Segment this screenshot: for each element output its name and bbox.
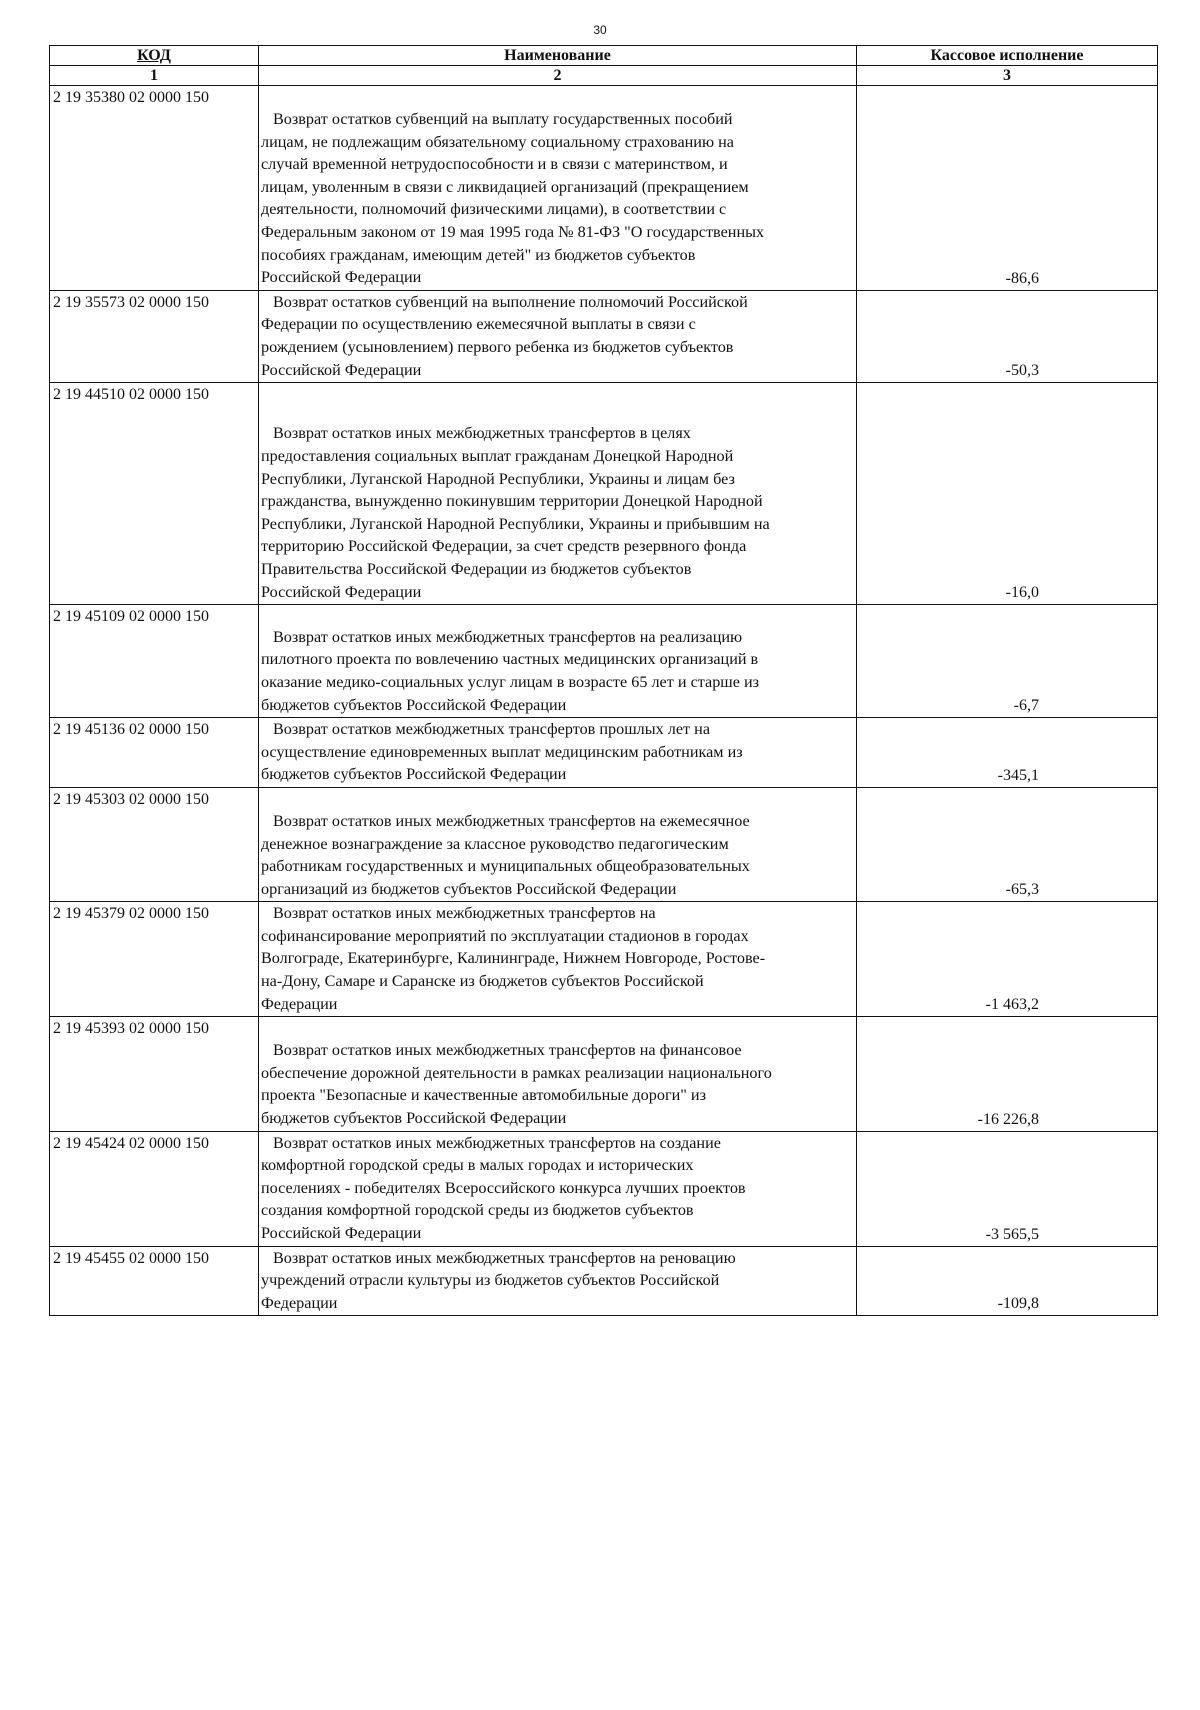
table-row bbox=[50, 718, 1158, 788]
name-line: бюджетов субъектов Российской Федерации bbox=[261, 695, 567, 714]
table-row bbox=[50, 1017, 1158, 1131]
name-line: софинансирование мероприятий по эксплуатации стадионов в городах bbox=[261, 926, 749, 945]
name-line: проекта "Безопасные и качественные автомобильные дороги" из bbox=[261, 1086, 706, 1105]
row-code: 2 19 45136 02 0000 150 bbox=[50, 718, 259, 788]
row-amount: -345,1 bbox=[857, 718, 1158, 788]
name-line: пилотного проекта по вовлечению частных медицинских организаций в bbox=[261, 650, 759, 669]
row-code: 2 19 45303 02 0000 150 bbox=[50, 787, 259, 901]
page-number: 30 bbox=[593, 23, 607, 37]
table-row bbox=[50, 1131, 1158, 1246]
name-line: Правительства Российской Федерации из бюджетов субъектов bbox=[261, 559, 692, 578]
row-amount: -6,7 bbox=[857, 605, 1158, 718]
name-line: предоставления социальных выплат гражданам Донецкой Народной bbox=[261, 446, 734, 465]
row-code: 2 19 45379 02 0000 150 bbox=[50, 902, 259, 1017]
name-line: бюджетов субъектов Российской Федерации bbox=[261, 1109, 567, 1128]
name-line: Российской Федерации bbox=[261, 268, 422, 287]
name-line: Возврат остатков межбюджетных трансфертов прошлых лет на bbox=[273, 720, 711, 739]
row-amount: -65,3 bbox=[857, 787, 1158, 901]
name-line: Федерации bbox=[261, 994, 338, 1013]
row-code: 2 19 45455 02 0000 150 bbox=[50, 1246, 259, 1316]
row-name bbox=[259, 605, 857, 718]
name-line: Возврат остатков иных межбюджетных трансфертов на bbox=[273, 904, 656, 923]
column-number-2: 2 bbox=[259, 66, 857, 86]
row-amount: -109,8 bbox=[857, 1246, 1158, 1316]
name-line: осуществление единовременных выплат медицинским работникам из bbox=[261, 742, 743, 761]
name-line: Российской Федерации bbox=[261, 360, 422, 379]
name-line: Возврат остатков иных межбюджетных трансфертов на финансовое bbox=[273, 1041, 742, 1060]
row-code: 2 19 45424 02 0000 150 bbox=[50, 1131, 259, 1246]
table-row bbox=[50, 902, 1158, 1017]
name-line: лицам, уволенным в связи с ликвидацией организаций (прекращением bbox=[261, 177, 749, 196]
name-line: Волгограде, Екатеринбурге, Калининграде, Нижнем Новгороде, Ростове- bbox=[261, 949, 766, 968]
name-line: Возврат остатков иных межбюджетных трансфертов на создание bbox=[273, 1133, 721, 1152]
table-row bbox=[50, 605, 1158, 718]
name-line: Федеральным законом от 19 мая 1995 года № 81-ФЗ "О государственных bbox=[261, 222, 765, 241]
name-line: Республики, Луганской Народной Республики, Украины и прибывшим на bbox=[261, 514, 770, 533]
name-line: организаций из бюджетов субъектов Российской Федерации bbox=[261, 879, 677, 898]
name-line: на-Дону, Самаре и Саранске из бюджетов субъектов Российской bbox=[261, 972, 704, 991]
name-line: деятельности, полномочий физическими лицами), в соответствии с bbox=[261, 200, 727, 219]
name-line: лицам, не подлежащим обязательному социальному страхованию на bbox=[261, 132, 734, 151]
row-name bbox=[259, 1246, 857, 1316]
row-code: 2 19 45109 02 0000 150 bbox=[50, 605, 259, 718]
column-number-3: 3 bbox=[857, 66, 1158, 86]
name-line: пособиях гражданам, имеющим детей" из бюджетов субъектов bbox=[261, 245, 696, 264]
row-name bbox=[259, 290, 857, 382]
row-name bbox=[259, 86, 857, 291]
table-header-row bbox=[50, 46, 1158, 66]
name-line: Федерации bbox=[261, 1293, 338, 1312]
header-name: Наименование bbox=[259, 46, 857, 66]
name-line: гражданства, вынужденно покинувшим территории Донецкой Народной bbox=[261, 492, 763, 511]
table-row bbox=[50, 383, 1158, 605]
name-line: Возврат остатков иных межбюджетных трансфертов на реновацию bbox=[273, 1248, 736, 1267]
row-name bbox=[259, 1017, 857, 1131]
row-name bbox=[259, 1131, 857, 1246]
name-line: обеспечение дорожной деятельности в рамках реализации национального bbox=[261, 1063, 772, 1082]
name-line: Российской Федерации bbox=[261, 1224, 422, 1242]
name-line: Федерации по осуществлению ежемесячной выплаты в связи с bbox=[261, 315, 696, 334]
cash-execution-table bbox=[49, 45, 1158, 1316]
header-code: КОД bbox=[50, 46, 259, 66]
name-line: бюджетов субъектов Российской Федерации bbox=[261, 765, 567, 784]
header-amount: Кассовое исполнение bbox=[857, 46, 1158, 66]
row-code: 2 19 35380 02 0000 150 bbox=[50, 86, 259, 291]
row-amount: -3 565,5 bbox=[857, 1131, 1158, 1246]
name-line: территорию Российской Федерации, за счет средств резервного фонда bbox=[261, 537, 747, 556]
row-amount: -16 226,8 bbox=[857, 1017, 1158, 1131]
column-number-row bbox=[50, 66, 1158, 86]
name-line: Возврат остатков субвенций на выплату государственных пособий bbox=[273, 110, 733, 128]
name-line: создания комфортной городской среды из бюджетов субъектов bbox=[261, 1201, 694, 1220]
row-amount: -16,0 bbox=[857, 383, 1158, 605]
name-line: случай временной нетрудоспособности и в связи с материнством, и bbox=[261, 155, 728, 174]
row-amount: -50,3 bbox=[857, 290, 1158, 382]
name-line: учреждений отрасли культуры из бюджетов субъектов Российской bbox=[261, 1271, 720, 1290]
row-name bbox=[259, 383, 857, 605]
name-line: Возврат остатков иных межбюджетных трансфертов в целях bbox=[273, 424, 691, 443]
table-row bbox=[50, 86, 1158, 291]
row-code: 2 19 35573 02 0000 150 bbox=[50, 290, 259, 382]
row-code: 2 19 44510 02 0000 150 bbox=[50, 383, 259, 605]
name-line: поселениях - победителях Всероссийского конкурса лучших проектов bbox=[261, 1178, 746, 1197]
table-row bbox=[50, 290, 1158, 382]
name-line: Возврат остатков иных межбюджетных трансфертов на реализацию bbox=[273, 627, 743, 646]
row-name bbox=[259, 718, 857, 788]
name-line: Возврат остатков субвенций на выполнение полномочий Российской bbox=[273, 292, 748, 311]
table-row bbox=[50, 1246, 1158, 1316]
row-name bbox=[259, 787, 857, 901]
column-number-1: 1 bbox=[50, 66, 259, 86]
row-name bbox=[259, 902, 857, 1017]
table-row bbox=[50, 787, 1158, 901]
row-code: 2 19 45393 02 0000 150 bbox=[50, 1017, 259, 1131]
name-line: комфортной городской среды в малых городах и исторических bbox=[261, 1156, 694, 1175]
name-line: оказание медико-социальных услуг лицам в возрасте 65 лет и старше из bbox=[261, 672, 760, 691]
name-line: рождением (усыновлением) первого ребенка из бюджетов субъектов bbox=[261, 337, 734, 356]
name-line: денежное вознаграждение за классное руководство педагогическим bbox=[261, 834, 729, 853]
name-line: Республики, Луганской Народной Республики, Украины и лицам без bbox=[261, 469, 735, 488]
name-line: Возврат остатков иных межбюджетных трансфертов на ежемесячное bbox=[273, 811, 750, 830]
row-amount: -86,6 bbox=[857, 86, 1158, 291]
name-line: работникам государственных и муниципальных общеобразовательных bbox=[261, 857, 750, 876]
name-line: Российской Федерации bbox=[261, 582, 422, 601]
row-amount: -1 463,2 bbox=[857, 902, 1158, 1017]
